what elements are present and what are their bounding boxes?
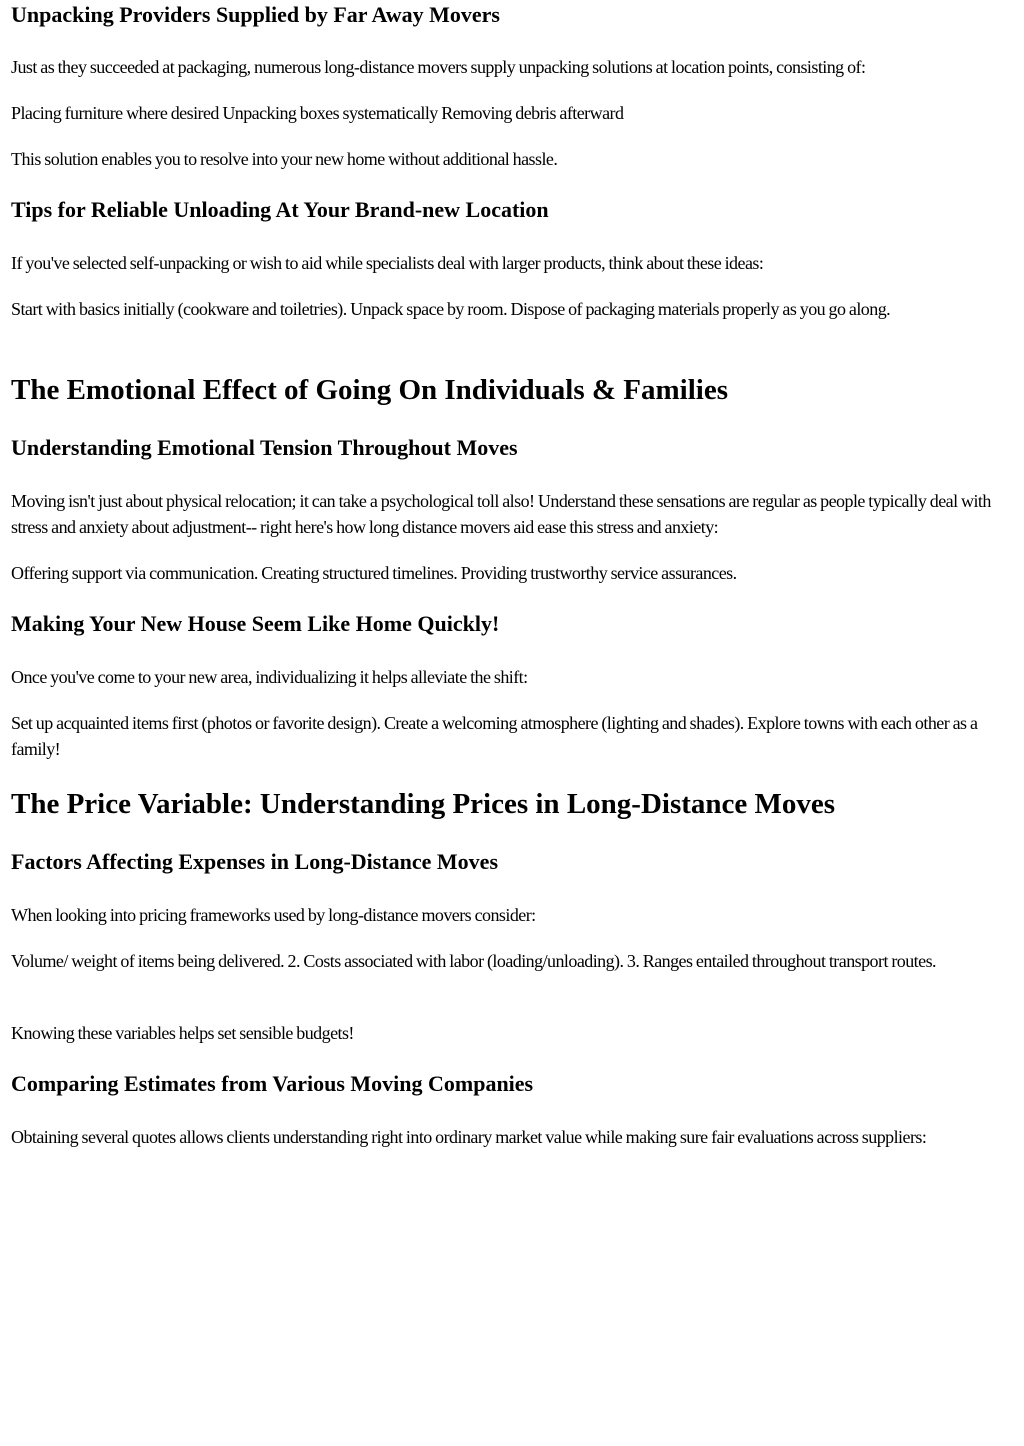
paragraph-price-summary: Knowing these variables helps set sensible budgets! <box>11 1023 354 1043</box>
title-price-variable: The Price Variable: Understanding Prices in Long-Distance Moves <box>11 788 836 820</box>
paragraph-price-intro: When looking into pricing frameworks used by long-distance movers consider: <box>11 905 536 925</box>
heading-comparing-estimates: Comparing Estimates from Various Moving Companies <box>11 1071 534 1096</box>
paragraph-price-list: Volume/ weight of items being delivered. 2. Costs associated with labor (loading/unloading). 3. Ranges entailed throughout transport routes. <box>11 951 936 971</box>
heading-unpacking-providers: Unpacking Providers Supplied by Far Away Movers <box>11 2 500 27</box>
heading-emotional-tension: Understanding Emotional Tension Throughout Moves <box>11 435 518 460</box>
paragraph-unpacking-intro: Just as they succeeded at packaging, numerous long-distance movers supply unpacking solutions at location points, consisting of: <box>11 57 866 77</box>
paragraph-unpacking-summary: This solution enables you to resolve into your new home without additional hassle. <box>11 149 558 169</box>
heading-new-house: Making Your New House Seem Like Home Quickly! <box>11 611 500 636</box>
paragraph-new-house-list: Set up acquainted items first (photos or favorite design). Create a welcoming atmosphere (lighting and shades). Explore towns with each other as a family! <box>11 713 978 759</box>
paragraph-unpacking-list: Placing furniture where desired Unpacking boxes systematically Removing debris afterward <box>11 103 624 123</box>
paragraph-tips-intro: If you've selected self-unpacking or wish to aid while specialists deal with larger products, think about these ideas: <box>11 253 764 273</box>
paragraph-tips-list: Start with basics initially (cookware and toiletries). Unpack space by room. Dispose of packaging materials properly as you go along. <box>11 299 891 319</box>
heading-unloading-tips: Tips for Reliable Unloading At Your Brand-new Location <box>11 197 549 222</box>
paragraph-emotional-intro: Moving isn't just about physical relocation; it can take a psychological toll also! Understand these sensations are regular as people typically deal with stress and anxiety about adjustment-- right here's how long distance movers aid ease this stress and anxiety: <box>11 491 991 537</box>
title-emotional-effect: The Emotional Effect of Going On Individuals & Families <box>11 374 728 406</box>
paragraph-emotional-list: Offering support via communication. Creating structured timelines. Providing trustworthy service assurances. <box>11 563 737 583</box>
paragraph-new-house-intro: Once you've come to your new area, individualizing it helps alleviate the shift: <box>11 667 528 687</box>
paragraph-comparing-intro: Obtaining several quotes allows clients understanding right into ordinary market value while making sure fair evaluations across suppliers: <box>11 1127 927 1147</box>
heading-expense-factors: Factors Affecting Expenses in Long-Distance Moves <box>11 849 499 874</box>
